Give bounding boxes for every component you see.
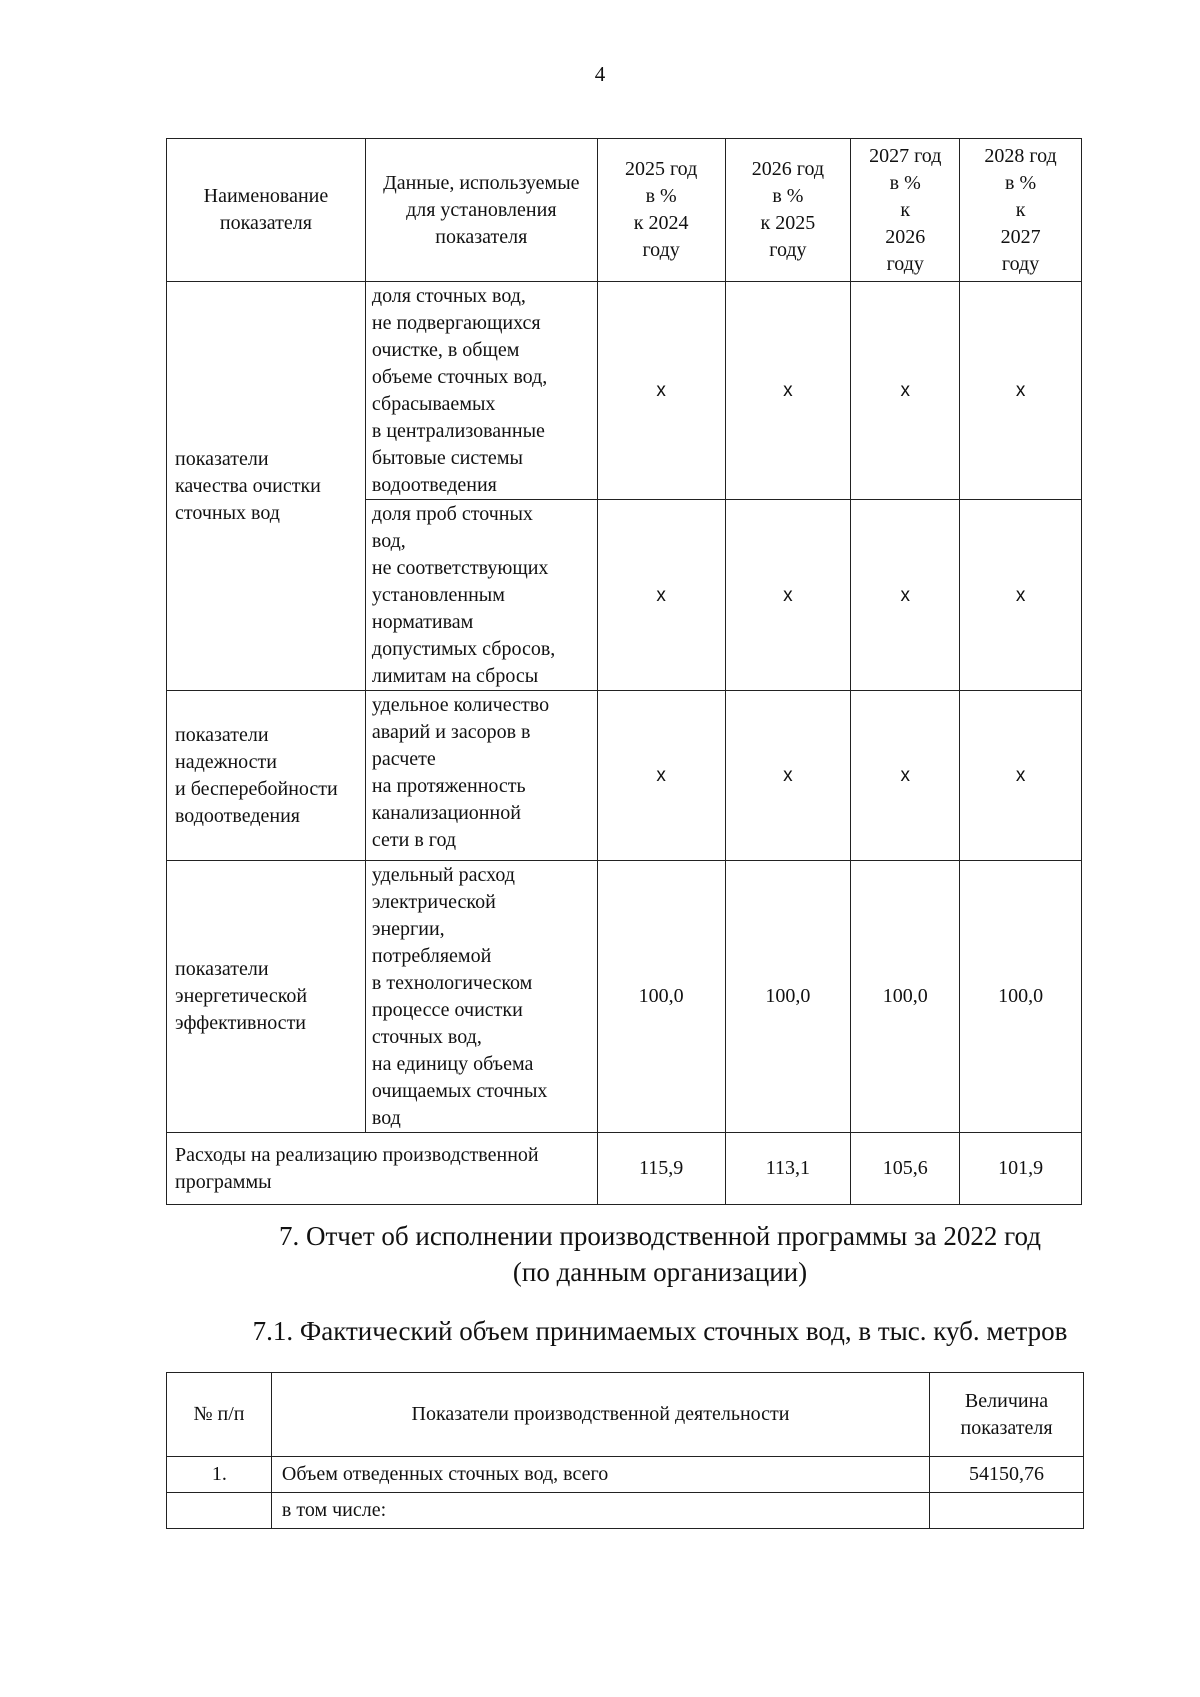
table-row	[167, 1457, 1084, 1493]
value-cell: x	[597, 691, 725, 861]
value-cell: x	[960, 282, 1082, 500]
group-name-cleaning-quality: показатели качества очистки сточных вод	[167, 282, 366, 691]
header-2027: 2027 год в % к 2026 году	[851, 139, 960, 282]
table-row	[167, 1493, 1084, 1529]
page-number: 4	[594, 62, 606, 86]
value-cell: x	[851, 282, 960, 500]
indicators-header-row	[167, 139, 1082, 282]
value-cell: x	[851, 691, 960, 861]
value-cell: 100,0	[725, 861, 851, 1133]
section-7-heading: 7. Отчет об исполнении производственной программы за 2022 год (по данным организации)	[278, 1221, 1042, 1287]
table-row	[167, 861, 1082, 1133]
total-value-cell: 113,1	[725, 1133, 851, 1205]
indicator-cell: Объем отведенных сточных вод, всего	[271, 1457, 929, 1493]
header-row-number: № п/п	[167, 1373, 272, 1457]
total-value-cell: 115,9	[597, 1133, 725, 1205]
group-name-energy-efficiency: показатели энергетической эффективности	[167, 861, 366, 1133]
value-cell: x	[851, 500, 960, 691]
header-2028: 2028 год в % к 2027 году	[960, 139, 1082, 282]
section-7-1-heading: 7.1. Фактический объем принимаемых сточных вод, в тыс. куб. метров	[252, 1316, 1068, 1346]
row-number	[167, 1493, 272, 1529]
value-cell: 100,0	[851, 861, 960, 1133]
header-indicator-name: Наименование показателя	[167, 139, 366, 282]
indicator-data-cell: доля сточных вод, не подвергающихся очистке, в общем объеме сточных вод, сбрасываемых в централизованные бытовые системы водоотведения	[365, 282, 597, 500]
value-cell: x	[597, 500, 725, 691]
value-cell: 100,0	[960, 861, 1082, 1133]
value-cell: x	[960, 691, 1082, 861]
row-number: 1.	[167, 1457, 272, 1493]
value-cell: x	[725, 691, 851, 861]
wastewater-volume-table	[166, 1372, 1084, 1529]
indicator-data-cell: удельный расход электрической энергии, потребляемой в технологическом процессе очистки сточных вод, на единицу объема очищаемых сточных вод	[365, 861, 597, 1133]
total-row	[167, 1133, 1082, 1205]
value-cell: 54150,76	[930, 1457, 1084, 1493]
indicators-table	[166, 138, 1082, 1205]
indicator-data-cell: удельное количество аварий и засоров в расчете на протяженность канализационной сети в год	[365, 691, 597, 861]
header-value: Величина показателя	[930, 1373, 1084, 1457]
indicator-cell: в том числе:	[271, 1493, 929, 1529]
indicator-data-cell: доля проб сточных вод, не соответствующих установленным нормативам допустимых сбросов, лимитам на сбросы	[365, 500, 597, 691]
table-row	[167, 691, 1082, 861]
header-2026: 2026 год в % к 2025 году	[725, 139, 851, 282]
value-cell: x	[960, 500, 1082, 691]
value-cell: x	[597, 282, 725, 500]
value-cell: x	[725, 282, 851, 500]
value-cell	[930, 1493, 1084, 1529]
group-name-reliability: показатели надежности и бесперебойности водоотведения	[167, 691, 366, 861]
total-value-cell: 105,6	[851, 1133, 960, 1205]
value-cell: x	[725, 500, 851, 691]
header-indicator: Показатели производственной деятельности	[271, 1373, 929, 1457]
header-indicator-data: Данные, используемые для установления показателя	[365, 139, 597, 282]
volume-header-row	[167, 1373, 1084, 1457]
table-row	[167, 282, 1082, 500]
total-value-cell: 101,9	[960, 1133, 1082, 1205]
total-label: Расходы на реализацию производственной программы	[167, 1133, 598, 1205]
value-cell: 100,0	[597, 861, 725, 1133]
header-2025: 2025 год в % к 2024 году	[597, 139, 725, 282]
